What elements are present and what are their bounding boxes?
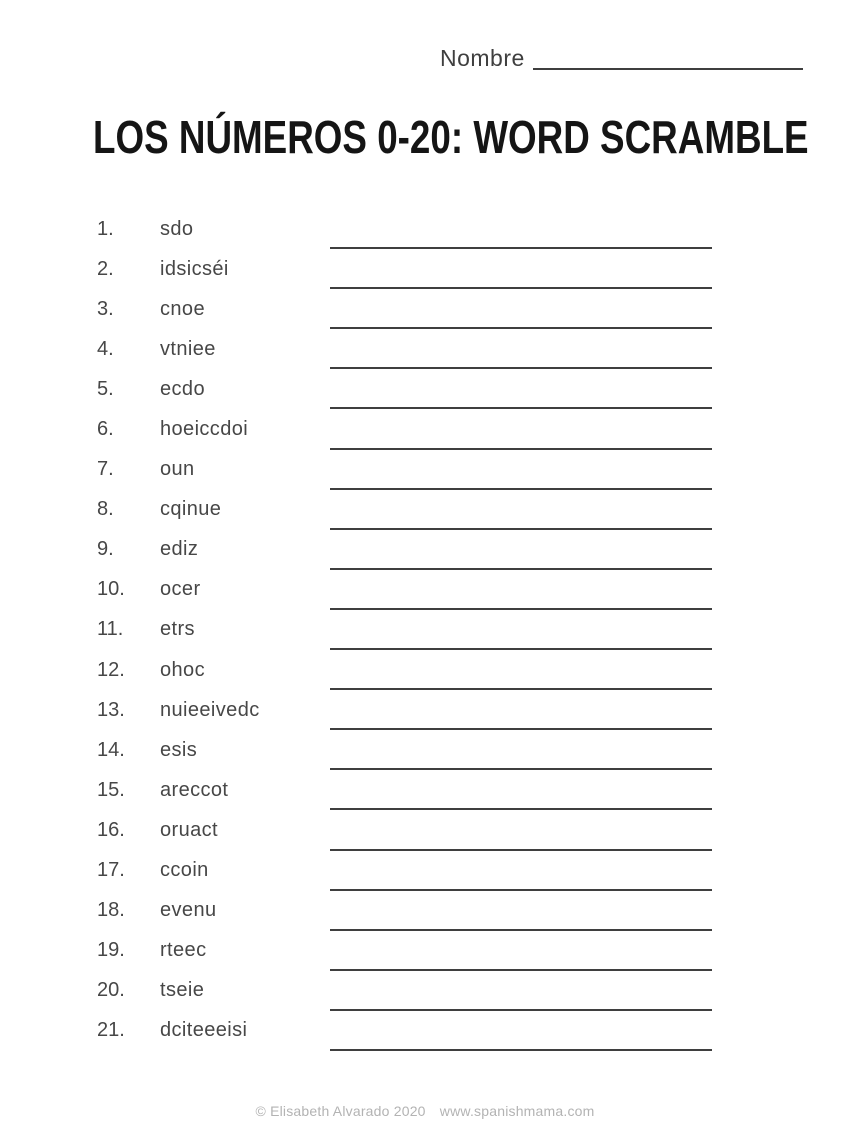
scramble-row [97, 289, 712, 329]
scrambled-word: oun [160, 458, 195, 481]
scramble-row [97, 931, 712, 971]
scrambled-word: ediz [160, 538, 199, 561]
scramble-row [97, 409, 712, 449]
answer-blank-line[interactable] [330, 650, 712, 690]
item-number: 3. [97, 297, 114, 320]
item-number: 14. [97, 738, 125, 761]
footer-website: www.spanishmama.com [439, 1103, 595, 1119]
scramble-row [97, 570, 712, 610]
answer-blank-line[interactable] [330, 931, 712, 971]
scrambled-word: nuieeivedc [160, 698, 260, 721]
answer-blank-line[interactable] [330, 851, 712, 891]
answer-blank-line[interactable] [330, 891, 712, 931]
scramble-row [97, 490, 712, 530]
scrambled-word: dciteeeisi [160, 1019, 248, 1042]
answer-blank-line[interactable] [330, 730, 712, 770]
scrambled-word: oruact [160, 818, 218, 841]
scramble-row [97, 369, 712, 409]
scramble-row [97, 851, 712, 891]
scramble-row [97, 329, 712, 369]
footer [0, 1103, 850, 1119]
scramble-list [97, 209, 712, 1051]
answer-blank-line[interactable] [330, 770, 712, 810]
answer-blank-line[interactable] [330, 289, 712, 329]
scramble-row [97, 209, 712, 249]
item-number: 20. [97, 979, 125, 1002]
name-blank-line[interactable] [533, 58, 803, 70]
item-number: 7. [97, 458, 114, 481]
answer-blank-line[interactable] [330, 369, 712, 409]
scrambled-word: cqinue [160, 498, 222, 521]
answer-blank-line[interactable] [330, 409, 712, 449]
item-number: 21. [97, 1019, 125, 1042]
answer-blank-line[interactable] [330, 490, 712, 530]
answer-blank-line[interactable] [330, 249, 712, 289]
answer-blank-line[interactable] [330, 570, 712, 610]
item-number: 18. [97, 899, 125, 922]
scramble-row [97, 770, 712, 810]
item-number: 1. [97, 217, 114, 240]
scrambled-word: idsicséi [160, 257, 229, 280]
item-number: 8. [97, 498, 114, 521]
item-number: 2. [97, 257, 114, 280]
item-number: 19. [97, 939, 125, 962]
item-number: 5. [97, 377, 114, 400]
scramble-row [97, 730, 712, 770]
page-title: LOS NÚMEROS 0-20: WORD SCRAMBLE [93, 111, 809, 163]
scramble-row [97, 530, 712, 570]
scrambled-word: esis [160, 738, 198, 761]
answer-blank-line[interactable] [330, 971, 712, 1011]
item-number: 10. [97, 578, 125, 601]
scrambled-word: ccoin [160, 859, 209, 882]
footer-copyright: © Elisabeth Alvarado 2020 [255, 1103, 426, 1119]
name-label: Nombre [440, 45, 525, 71]
item-number: 16. [97, 818, 125, 841]
scrambled-word: rteec [160, 939, 207, 962]
answer-blank-line[interactable] [330, 690, 712, 730]
scrambled-word: ocer [160, 578, 201, 601]
scrambled-word: areccot [160, 778, 229, 801]
scramble-row [97, 610, 712, 650]
answer-blank-line[interactable] [330, 810, 712, 850]
scrambled-word: sdo [160, 217, 194, 240]
item-number: 9. [97, 538, 114, 561]
scrambled-word: cnoe [160, 297, 205, 320]
item-number: 6. [97, 418, 114, 441]
scramble-row [97, 891, 712, 931]
scramble-row [97, 810, 712, 850]
item-number: 12. [97, 658, 125, 681]
scrambled-word: hoeiccdoi [160, 418, 249, 441]
name-row [440, 46, 803, 70]
item-number: 4. [97, 337, 114, 360]
answer-blank-line[interactable] [330, 329, 712, 369]
item-number: 17. [97, 859, 125, 882]
item-number: 11. [97, 618, 124, 641]
scrambled-word: etrs [160, 618, 195, 641]
scramble-row [97, 971, 712, 1011]
item-number: 15. [97, 778, 125, 801]
scramble-row [97, 450, 712, 490]
scramble-row [97, 690, 712, 730]
scrambled-word: ecdo [160, 377, 205, 400]
answer-blank-line[interactable] [330, 450, 712, 490]
answer-blank-line[interactable] [330, 530, 712, 570]
scrambled-word: vtniee [160, 337, 216, 360]
scramble-row [97, 650, 712, 690]
scrambled-word: ohoc [160, 658, 205, 681]
scrambled-word: tseie [160, 979, 205, 1002]
item-number: 13. [97, 698, 125, 721]
answer-blank-line[interactable] [330, 209, 712, 249]
scramble-row [97, 249, 712, 289]
scrambled-word: evenu [160, 899, 217, 922]
answer-blank-line[interactable] [330, 1011, 712, 1051]
scramble-row [97, 1011, 712, 1051]
answer-blank-line[interactable] [330, 610, 712, 650]
